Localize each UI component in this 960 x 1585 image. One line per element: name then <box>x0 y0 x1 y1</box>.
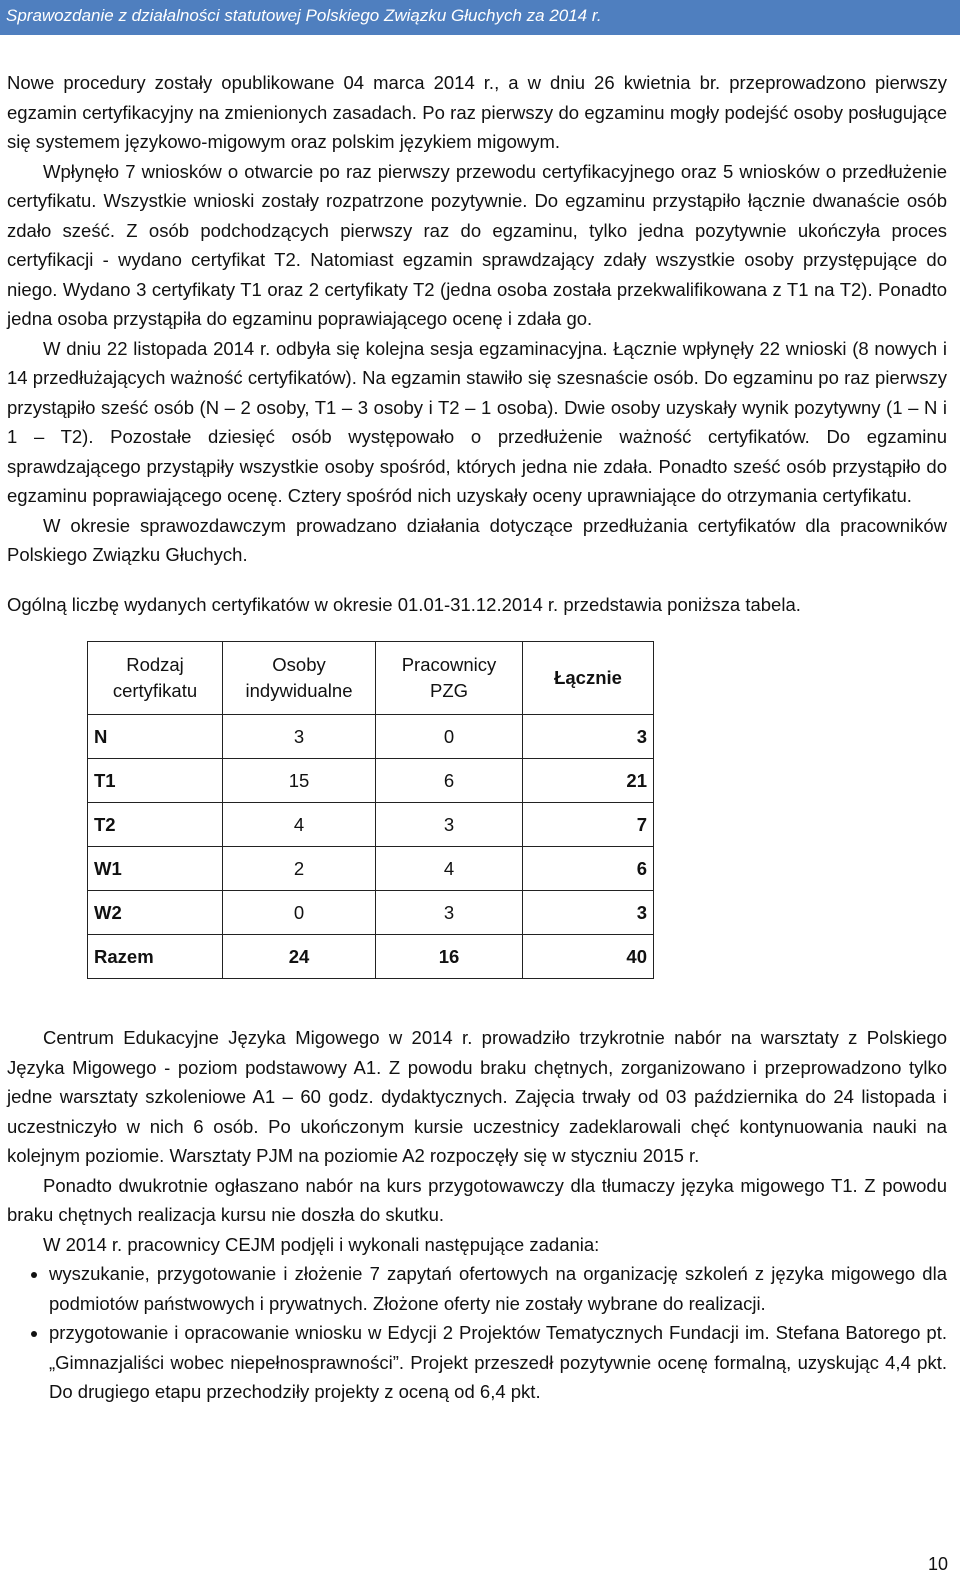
cell-individual: 2 <box>223 847 376 891</box>
cell-pzg: 4 <box>376 847 523 891</box>
paragraph-november-session: W dniu 22 listopada 2014 r. odbyła się kolejna sesja egzaminacyjna. Łącznie wpłynęły 22 wnioski (8 nowych i 14 przedłużających ważność certyfikatów). Na egzamin stawiło się szesnaście osób. Do egzaminu po raz pierwszy przystąpiło sześć osób (N – 2 osoby, T1 – 3 osoby i T2 – 1 osoba). Dwie osoby uzyskały wynik pozytywny (1 – N i 1 – T2). Pozostałe dziesięć osób występowało o przedłużenie ważność certyfikatów. Do egzaminu sprawdzającego przystąpiły wszystkie osoby spośród, których jedna nie zdała. Ponadto sześć osób przystąpiło do egzaminu poprawiającego ocenę. Cztery spośród nich uzyskały oceny uprawniające do otrzymania certyfikatu. <box>7 337 947 506</box>
cell-pzg: 3 <box>376 803 523 847</box>
certificates-table-wrapper <box>87 641 947 979</box>
paragraph-procedures: Nowe procedury zostały opublikowane 04 marca 2014 r., a w dniu 26 kwietnia br. przeprowadzono pierwszy egzamin certyfikacyjny na zmienionych zasadach. Po raz pierwszy do egzaminu mogły podejść osoby posługujące się systemem językowo-migowym oraz polskim językiem migowym. <box>7 72 947 152</box>
paragraph-interpreter-course: Ponadto dwukrotnie ogłaszano nabór na kurs przygotowawczy dla tłumaczy języka migowego T1. Z powodu braku chętnych realizacja kursu nie doszła do skutku. <box>7 1174 947 1225</box>
list-item: • wyszukanie, przygotowanie i złożenie 7 zapytań ofertowych na organizację szkoleń z języka migowego dla podmiotów państwowych i prywatnych. Złożone oferty nie zostały wybrane do realizacji. <box>49 1259 947 1318</box>
cell-type: W2 <box>88 891 223 935</box>
header-total: Łącznie <box>523 642 654 715</box>
cell-total: 40 <box>523 935 654 979</box>
cell-pzg: 3 <box>376 891 523 935</box>
table-row <box>88 803 654 847</box>
cell-pzg: 6 <box>376 759 523 803</box>
cell-total: 6 <box>523 847 654 891</box>
header-cert-type: Rodzaj certyfikatu <box>88 642 223 715</box>
cell-type: T1 <box>88 759 223 803</box>
header-title: Sprawozdanie z działalności statutowej Polskiego Związku Głuchych za 2014 r. <box>6 6 602 25</box>
page-header <box>0 0 960 35</box>
document-body <box>7 68 947 1407</box>
paragraph-table-intro: Ogólną liczbę wydanych certyfikatów w okresie 01.01-31.12.2014 r. przedstawia poniższa tabela. <box>7 593 801 615</box>
cell-individual: 0 <box>223 891 376 935</box>
paragraph-tasks-intro: W 2014 r. pracownicy CEJM podjęli i wykonali następujące zadania: <box>43 1233 600 1255</box>
header-individual: Osoby indywidualne <box>223 642 376 715</box>
page-number: 10 <box>927 1554 948 1574</box>
cell-total: 21 <box>523 759 654 803</box>
table-header-row <box>88 642 654 715</box>
cell-individual: 24 <box>223 935 376 979</box>
paragraph-renewals: W okresie sprawozdawczym prowadzano działania dotyczące przedłużania certyfikatów dla pracowników Polskiego Związku Głuchych. <box>7 514 947 565</box>
cell-total: 7 <box>523 803 654 847</box>
cell-total: 3 <box>523 715 654 759</box>
tasks-list <box>7 1259 947 1407</box>
header-pzg: Pracownicy PZG <box>376 642 523 715</box>
certificates-table <box>87 641 654 979</box>
table-total-row <box>88 935 654 979</box>
cell-pzg: 16 <box>376 935 523 979</box>
cell-type: N <box>88 715 223 759</box>
cell-individual: 3 <box>223 715 376 759</box>
table-row <box>88 759 654 803</box>
table-row <box>88 891 654 935</box>
table-row <box>88 715 654 759</box>
cell-individual: 15 <box>223 759 376 803</box>
cell-individual: 4 <box>223 803 376 847</box>
cell-pzg: 0 <box>376 715 523 759</box>
paragraph-cejm-workshops: Centrum Edukacyjne Języka Migowego w 2014 r. prowadziło trzykrotnie nabór na warsztaty z Polskiego Języka Migowego - poziom podstawowy A1. Z powodu braku chętnych, zorganizowano i przeprowadzono tylko jedne warsztaty szkoleniowe A1 – 60 godz. dydaktycznych. Zajęcia trwały od 03 października do 24 listopada i uczestniczyło w nich 6 osób. Po ukończonym kursie uczestnicy zadeklarowali chęć kontynuowania nauki na kolejnym poziomie. Warsztaty PJM na poziomie A2 rozpoczęły się w styczniu 2015 r. <box>7 1027 947 1166</box>
paragraph-applications: Wpłynęło 7 wniosków o otwarcie po raz pierwszy przewodu certyfikacyjnego oraz 5 wniosków o przedłużenie certyfikatu. Wszystkie wnioski zostały rozpatrzone pozytywnie. Do egzaminu przystąpiło łącznie dwanaście osób zdało sześć. Z osób podchodzących pierwszy raz do egzaminu, tylko jedna pozytywnie ukończyła proces certyfikacji - wydano certyfikat T2. Natomiast egzamin sprawdzający zdały wszystkie osoby przystępujące do niego. Wydano 3 certyfikaty T1 oraz 2 certyfikaty T2 (jedna osoba została przekwalifikowana z T1 na T2). Ponadto jedna osoba przystąpiła do egzaminu poprawiającego ocenę i zdała go. <box>7 160 947 329</box>
cell-total: 3 <box>523 891 654 935</box>
list-item: • przygotowanie i opracowanie wniosku w Edycji 2 Projektów Tematycznych Fundacji im. Stefana Batorego pt. „Gimnazjaliści wobec niepełnosprawności”. Projekt przeszedł pozytywnie ocenę formalną, uzyskując 4,4 pkt. Do drugiego etapu przechodziły projekty z oceną od 6,4 pkt. <box>49 1318 947 1407</box>
cell-type: T2 <box>88 803 223 847</box>
cell-type: W1 <box>88 847 223 891</box>
table-row <box>88 847 654 891</box>
cell-type: Razem <box>88 935 223 979</box>
